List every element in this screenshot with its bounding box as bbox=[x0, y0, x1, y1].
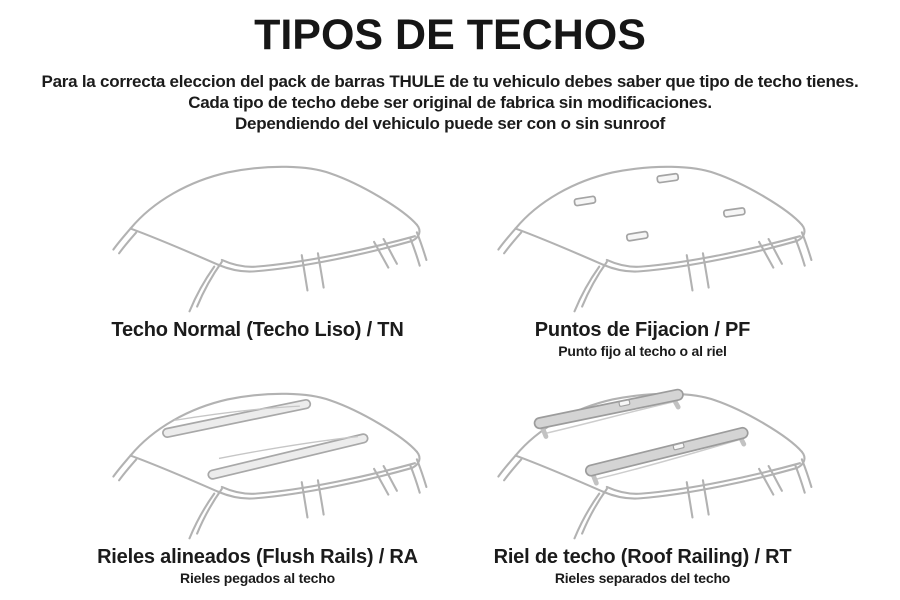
roof-type-caption bbox=[450, 546, 835, 587]
roof-type-caption bbox=[450, 319, 835, 360]
roof-type-label: Rieles alineados (Flush Rails) / RA bbox=[97, 546, 418, 568]
roof-type-label: Riel de techo (Roof Railing) / RT bbox=[493, 546, 792, 568]
flush-rails-roof-illustration bbox=[82, 369, 434, 545]
roof-type-label: Techo Normal (Techo Liso) / TN bbox=[111, 319, 404, 341]
header bbox=[0, 0, 900, 134]
fixed-points-roof-illustration bbox=[467, 142, 819, 318]
roof-type-caption bbox=[65, 319, 450, 342]
roof-type-card-tn bbox=[65, 142, 450, 369]
roof-type-sublabel: Rieles pegados al techo bbox=[180, 570, 335, 586]
roof-type-sublabel: Punto fijo al techo o al riel bbox=[558, 343, 727, 359]
roof-type-sublabel: Rieles separados del techo bbox=[554, 570, 731, 586]
raised-rails bbox=[533, 389, 748, 484]
intro-line-2: Cada tipo de techo debe ser original de fabrica sin modificaciones. bbox=[188, 93, 712, 112]
raised-railing-roof-illustration bbox=[467, 369, 819, 545]
plain-roof-illustration bbox=[82, 142, 434, 318]
roof-type-card-pf bbox=[450, 142, 835, 369]
roof-type-card-ra bbox=[65, 369, 450, 596]
intro-line-3: Dependiendo del vehiculo puede ser con o sin sunroof bbox=[234, 114, 665, 133]
roof-types-grid bbox=[65, 142, 835, 596]
roof-type-card-rt bbox=[450, 369, 835, 596]
intro-text bbox=[0, 71, 900, 134]
fixation-points bbox=[574, 173, 745, 241]
intro-line-1: Para la correcta eleccion del pack de barras THULE de tu vehiculo debes saber que tipo de techo tienes. bbox=[41, 72, 859, 91]
roof-type-caption bbox=[65, 546, 450, 587]
roof-type-label: Puntos de Fijacion / PF bbox=[534, 319, 751, 341]
page-title: TIPOS DE TECHOS bbox=[254, 11, 646, 59]
